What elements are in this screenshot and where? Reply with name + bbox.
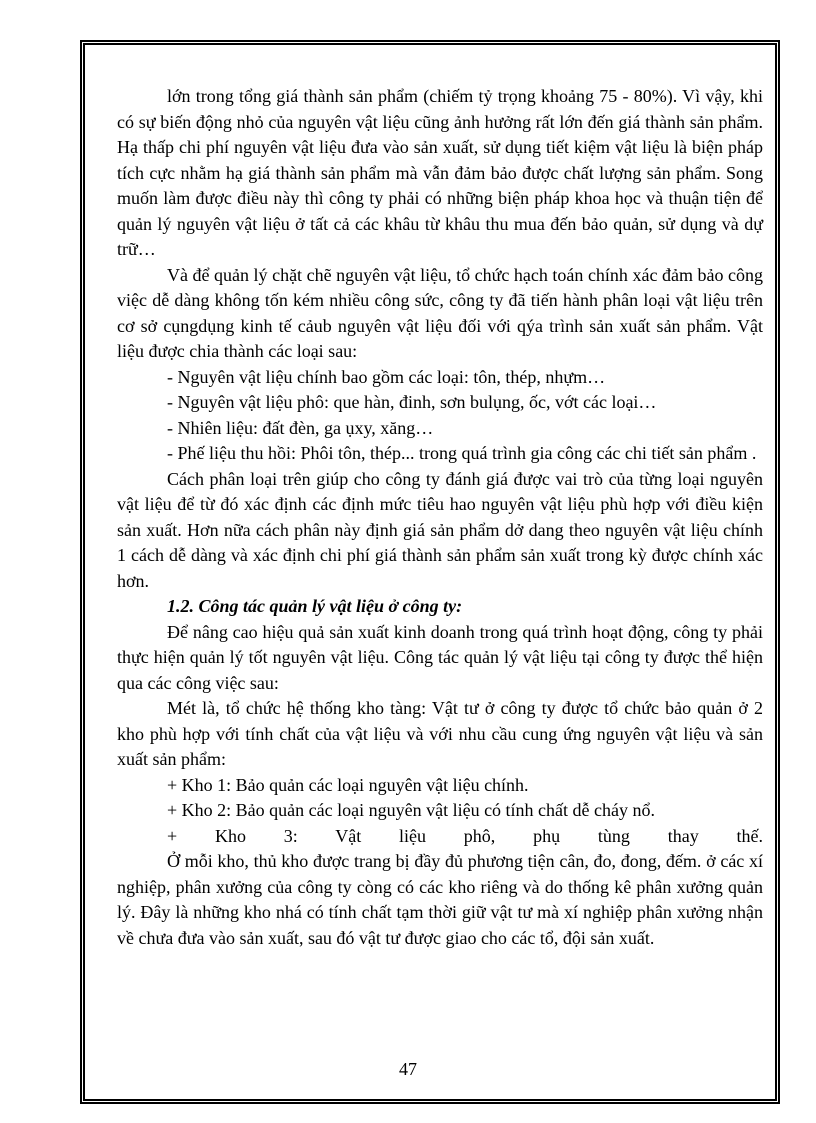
list-item: - Nhiên liệu: đất đèn, ga ụxy, xăng… (167, 417, 434, 438)
list-item: - Nguyên vật liệu chính bao gồm các loại: tôn, thép, nhựm… (167, 366, 606, 387)
list-item: - Nguyên vật liệu phô: que hàn, đinh, sơn bulụng, ốc, vớt các loại… (167, 392, 657, 412)
paragraph: Ở mỗi kho, thủ kho được trang bị đầy đủ phương tiện cân, đo, đong, đếm. ở các xí nghiệp, phân xưởng của công ty còng có các kho riêng và do thống kê phân xưởng quản lý. Đây là những kho nhá có tính chất tạm thời giữ vật tư mà xí nghiệp phân xưởng nhận về chưa đưa vào sản xuất, sau đó vật tư được giao cho các tổ, đội sản xuất. (117, 851, 763, 948)
list-item: - Phế liệu thu hồi: Phôi tôn, thép... trong quá trình gia công các chi tiết sản phẩm . (167, 443, 757, 463)
section-heading: 1.2. Công tác quản lý vật liệu ở công ty: (167, 596, 463, 616)
paragraph: Cách phân loại trên giúp cho công ty đánh giá được vai trò của từng loại nguyên vật liệu để từ đó xác định các định mức tiêu hao nguyên vật liệu phù hợp với điều kiện sản xuất. Hơn nữa cách phân này định giá sản phẩm dở dang theo nguyên vật liệu chính 1 cách dễ dàng và xác định chi phí giá thành sản phẩm sản xuất trong kỳ được chính xác hơn. (117, 468, 763, 591)
page-number: 47 (399, 1059, 417, 1079)
document-body (117, 84, 763, 951)
list-item: + Kho 2: Bảo quản các loại nguyên vật liệu có tính chất dễ cháy nổ. (167, 800, 656, 820)
paragraph: Để nâng cao hiệu quả sản xuất kinh doanh trong quá trình hoạt động, công ty phải thực hiện quản lý tốt nguyên vật liệu. Công tác quản lý vật liệu tại công ty được thể hiện qua các công việc sau: (117, 621, 763, 693)
list-item: + Kho 1: Bảo quản các loại nguyên vật liệu chính. (167, 774, 529, 795)
paragraph: Mét là, tổ chức hệ thống kho tàng: Vật tư ở công ty được tổ chức bảo quản ở 2 kho phù hợp với tính chất của vật liệu và với nhu cầu cung ứng nguyên vật liệu và sản xuất sản phẩm: (117, 698, 763, 769)
paragraph: lớn trong tổng giá thành sản phẩm (chiếm tỷ trọng khoảng 75 - 80%). Vì vậy, khi có sự biến động nhỏ của nguyên vật liệu cũng ảnh hưởng rất lớn đến giá thành sản phẩm. Hạ thấp chi phí nguyên vật liệu đưa vào sản xuất, sử dụng tiết kiệm vật liệu là biện pháp tích cực nhằm hạ giá thành sản phẩm mà vẫn đảm bảo được chất lượng sản phẩm. Song muốn làm được điều này thì công ty phải có những biện pháp khoa học và thuận tiện để quản lý nguyên vật liệu ở tất cả các khâu từ khâu thu mua đến bảo quản, sử dụng và dự trữ… (117, 86, 763, 259)
paragraph: Và để quản lý chặt chẽ nguyên vật liệu, tổ chức hạch toán chính xác đảm bảo công việc dễ dàng không tốn kém nhiều công sức, công ty đã tiến hành phân loại vật liệu trên cơ sở cụngdụng kinh tế cảub nguyên vật liệu đối với qýa trình sản xuất sản phẩm. Vật liệu được chia thành các loại sau: (117, 264, 763, 361)
list-item: + Kho 3: Vật liệu phô, phụ tùng thay thế. (167, 825, 763, 846)
